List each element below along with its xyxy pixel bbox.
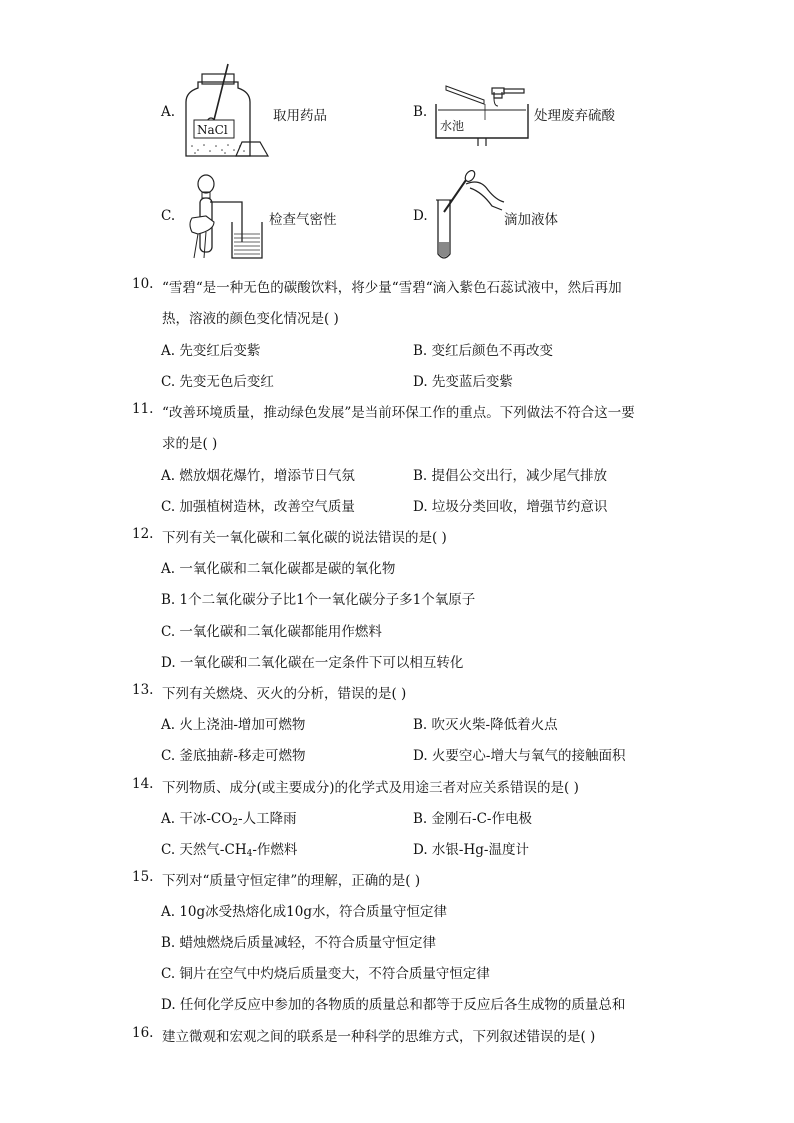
- q14-option-a-subscript: 2: [232, 818, 239, 828]
- figure-d-caption: 滴加液体: [504, 212, 558, 228]
- q10-option-b[interactable]: B. 变红后颜色不再改变: [413, 343, 554, 359]
- q10-option-d[interactable]: D. 先变蓝后变紫: [413, 374, 513, 390]
- q15-number: 15.: [132, 869, 154, 885]
- q10-option-c[interactable]: C. 先变无色后变红: [161, 374, 274, 390]
- q14-option-c-use: -作燃料: [252, 842, 298, 858]
- q14-number: 14.: [132, 776, 154, 792]
- q10-stem-line2: 热，溶液的颜色变化情况是( ): [162, 311, 339, 327]
- q11-stem-line1: “改善环境质量，推动绿色发展”是当前环保工作的重点。下列做法不符合这一要: [162, 405, 635, 421]
- q13-option-d[interactable]: D. 火要空心-增大与氧气的接触面积: [413, 748, 626, 764]
- q13-number: 13.: [132, 682, 154, 698]
- q14-option-c-subscript: 4: [246, 849, 253, 859]
- q12-option-b[interactable]: B. 1个二氧化碳分子比1个一氧化碳分子多1个氧原子: [161, 592, 476, 608]
- q10-stem-line1: “雪碧“是一种无色的碳酸饮料，将少量“雪碧“滴入紫色石蕊试液中，然后再加: [162, 280, 622, 296]
- figure-a-letter: A.: [161, 104, 176, 120]
- q15-option-a[interactable]: A. 10g冰受热熔化成10g水，符合质量守恒定律: [161, 904, 447, 920]
- q11-option-a[interactable]: A. 燃放烟花爆竹，增添节日气氛: [161, 468, 355, 484]
- q14-option-c-formula: C. 天然气-CH: [161, 842, 247, 858]
- q10-number: 10.: [132, 276, 154, 292]
- q12-stem: 下列有关一氧化碳和二氧化碳的说法错误的是( ): [162, 530, 447, 546]
- q11-number: 11.: [132, 401, 154, 417]
- q13-stem: 下列有关燃烧、灭火的分析，错误的是( ): [162, 686, 407, 702]
- q12-number: 12.: [132, 526, 154, 542]
- figure-d-dropper-test-tube: [432, 170, 512, 262]
- q13-option-c[interactable]: C. 釜底抽薪-移走可燃物: [161, 748, 306, 764]
- figure-b-letter: B.: [413, 104, 428, 120]
- figure-b-caption: 处理废弃硫酸: [534, 108, 615, 124]
- figure-a-reagent-bottle: [180, 60, 272, 162]
- q14-stem: 下列物质、成分(或主要成分)的化学式及用途三者对应关系错误的是( ): [162, 780, 579, 796]
- q11-option-b[interactable]: B. 提倡公交出行，减少尾气排放: [413, 468, 608, 484]
- figure-c-caption: 检查气密性: [269, 212, 337, 228]
- q16-stem: 建立微观和宏观之间的联系是一种科学的思维方式，下列叙述错误的是( ): [162, 1029, 596, 1045]
- q12-option-c[interactable]: C. 一氧化碳和二氧化碳都能用作燃料: [161, 624, 382, 640]
- q15-stem: 下列对“质量守恒定律”的理解，正确的是( ): [162, 873, 421, 889]
- figure-c-letter: C.: [161, 208, 176, 224]
- q11-stem-line2: 求的是( ): [162, 436, 218, 452]
- q12-option-a[interactable]: A. 一氧化碳和二氧化碳都是碳的氧化物: [161, 561, 396, 577]
- q14-option-d[interactable]: D. 水银-Hg-温度计: [413, 842, 529, 858]
- q15-option-d[interactable]: D. 任何化学反应中参加的各物质的质量总和都等于反应后各生成物的质量总和: [161, 997, 626, 1013]
- q14-option-a-use: -人工降雨: [238, 811, 297, 827]
- q14-option-c[interactable]: [161, 838, 297, 859]
- q13-option-a[interactable]: A. 火上浇油-增加可燃物: [161, 717, 306, 733]
- q13-option-b[interactable]: B. 吹灭火柴-降低着火点: [413, 717, 558, 733]
- q14-option-a[interactable]: [161, 807, 297, 828]
- figure-c-airtightness-apparatus: [184, 172, 268, 262]
- q12-option-d[interactable]: D. 一氧化碳和二氧化碳在一定条件下可以相互转化: [161, 655, 464, 671]
- q14-option-a-formula: A. 干冰-CO: [161, 811, 233, 827]
- figure-a-caption: 取用药品: [273, 108, 327, 124]
- sink-label: 水池: [440, 119, 465, 133]
- q10-option-a[interactable]: A. 先变红后变紫: [161, 343, 261, 359]
- q16-number: 16.: [132, 1025, 154, 1041]
- q11-option-c[interactable]: C. 加强植树造林，改善空气质量: [161, 499, 355, 515]
- nacl-label: NaCl: [197, 123, 228, 137]
- q15-option-c[interactable]: C. 铜片在空气中灼烧后质量变大，不符合质量守恒定律: [161, 966, 490, 982]
- figure-b-sink: [432, 80, 532, 148]
- q11-option-d[interactable]: D. 垃圾分类回收，增强节约意识: [413, 499, 608, 515]
- q14-option-b[interactable]: B. 金刚石-C-作电极: [413, 811, 532, 827]
- q15-option-b[interactable]: B. 蜡烛燃烧后质量减轻，不符合质量守恒定律: [161, 935, 437, 951]
- figure-d-letter: D.: [413, 208, 428, 224]
